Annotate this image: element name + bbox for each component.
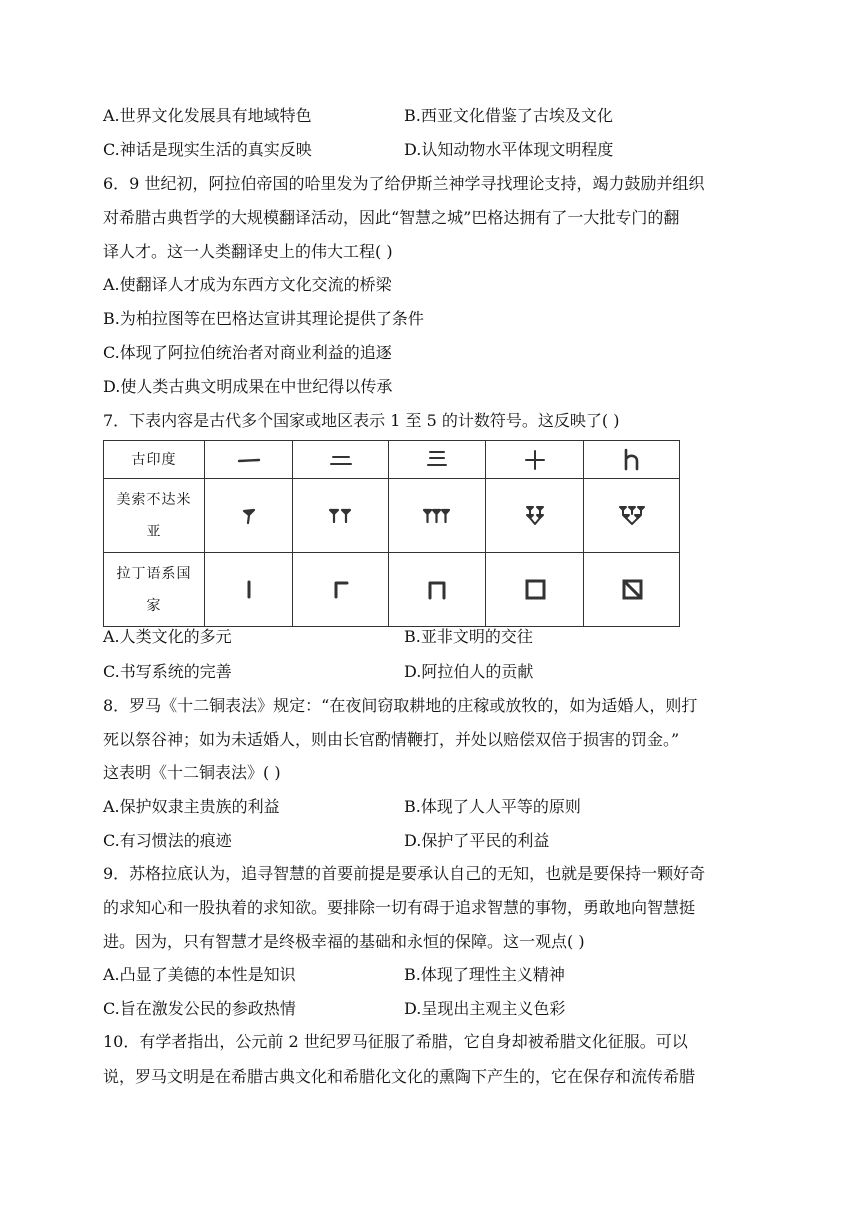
- q8-stem-line-3: 这表明《十二铜表法》( ): [103, 763, 281, 782]
- q8-option-c: C.有习惯法的痕迹: [103, 831, 232, 850]
- q6-stem-line-3: 译人才。这一人类翻译史上的伟大工程( ): [103, 242, 393, 261]
- row-label-latin: 拉丁语系国 家: [104, 553, 205, 627]
- q5-option-d: D.认知动物水平体现文明程度: [404, 140, 614, 159]
- q8-stem-line-1: 8．罗马《十二铜表法》规定：“在夜间窃取耕地的庄稼或放牧的，如为适婚人，则打: [103, 696, 698, 715]
- indian-numeral-2: [293, 441, 389, 479]
- table-row-ancient-india: [104, 441, 680, 479]
- q9-option-c: C.旨在激发公民的参政热情: [103, 999, 296, 1018]
- q9-stem-line-3: 进。因为，只有智慧才是终极幸福的基础和永恒的保障。这一观点( ): [103, 932, 585, 951]
- cuneiform-numeral-1: [205, 479, 293, 553]
- q8-option-a: A.保护奴隶主贵族的利益: [103, 797, 280, 816]
- indian-numeral-4: [486, 441, 584, 479]
- q5-option-a: A.世界文化发展具有地域特色: [103, 106, 312, 125]
- q9-option-b: B.体现了理性主义精神: [404, 965, 565, 984]
- q9-stem-line-1: 9．苏格拉底认为，追寻智慧的首要前提是要承认自己的无知，也就是要保持一颗好奇: [103, 864, 706, 883]
- q6-option-a: A.使翻译人才成为东西方文化交流的桥梁: [103, 275, 392, 294]
- indian-numeral-5: [584, 441, 680, 479]
- q6-option-c: C.体现了阿拉伯统治者对商业利益的追逐: [103, 343, 392, 362]
- latin-numeral-3: [389, 553, 486, 627]
- table-row-mesopotamia: [104, 479, 680, 553]
- q8-option-b: B.体现了人人平等的原则: [404, 797, 581, 816]
- cuneiform-numeral-2: [293, 479, 389, 553]
- q7-stem: 7．下表内容是古代多个国家或地区表示 1 至 5 的计数符号。这反映了( ): [103, 411, 620, 430]
- row-label-mesopotamia: 美索不达米 亚: [104, 479, 205, 553]
- q9-option-d: D.呈现出主观主义色彩: [404, 999, 566, 1018]
- row-label-ancient-india: 古印度: [104, 441, 205, 479]
- q9-stem-line-2: 的求知心和一股执着的求知欲。要排除一切有碍于追求智慧的事物，勇敢地向智慧挺: [103, 898, 696, 917]
- latin-numeral-2: [293, 553, 389, 627]
- latin-numeral-1: [205, 553, 293, 627]
- q6-stem-line-1: 6．9 世纪初，阿拉伯帝国的哈里发为了给伊斯兰神学寻找理论支持，竭力鼓励并组织: [103, 174, 705, 193]
- indian-numeral-1: [205, 441, 293, 479]
- cuneiform-numeral-3: [389, 479, 486, 553]
- q10-stem-line-2: 说，罗马文明是在希腊古典文化和希腊化文化的熏陶下产生的，它在保存和流传希腊: [103, 1067, 696, 1086]
- q7-option-b: B.亚非文明的交往: [404, 627, 533, 646]
- numeral-table: [103, 440, 680, 627]
- table-row-latin: [104, 553, 680, 627]
- q6-option-b: B.为柏拉图等在巴格达宣讲其理论提供了条件: [103, 309, 424, 328]
- q5-option-c: C.神话是现实生活的真实反映: [103, 140, 312, 159]
- q8-stem-line-2: 死以祭谷神；如为未适婚人，则由长官酌情鞭打，并处以赔偿双倍于损害的罚金。”: [103, 730, 680, 749]
- q7-option-a: A.人类文化的多元: [103, 627, 232, 646]
- cuneiform-numeral-5: [584, 479, 680, 553]
- q7-option-d: D.阿拉伯人的贡献: [404, 662, 534, 681]
- latin-numeral-5: [584, 553, 680, 627]
- q7-option-c: C.书写系统的完善: [103, 662, 232, 681]
- latin-numeral-4: [486, 553, 584, 627]
- q5-option-b: B.西亚文化借鉴了古埃及文化: [404, 106, 613, 125]
- q6-option-d: D.使人类古典文明成果在中世纪得以传承: [103, 377, 393, 396]
- indian-numeral-3: [389, 441, 486, 479]
- q8-option-d: D.保护了平民的利益: [404, 831, 550, 850]
- q10-stem-line-1: 10．有学者指出，公元前 2 世纪罗马征服了希腊，它自身却被希腊文化征服。可以: [103, 1032, 688, 1051]
- cuneiform-numeral-4: [486, 479, 584, 553]
- q9-option-a: A.凸显了美德的本性是知识: [103, 965, 296, 984]
- q6-stem-line-2: 对希腊古典哲学的大规模翻译活动，因此“智慧之城”巴格达拥有了一大批专门的翻: [103, 208, 680, 227]
